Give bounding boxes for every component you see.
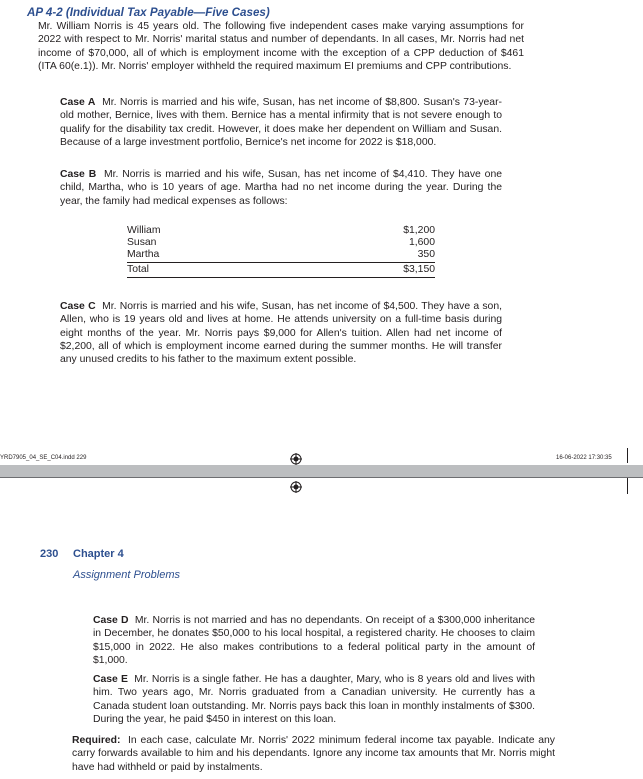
- table-row: [127, 237, 435, 249]
- registration-mark-icon: [290, 453, 302, 465]
- case-c-text: Mr. Norris is married and his wife, Susan, has net income of $4,500. They have a son, Allen, who is 19 years old and lives at home. He attends university on a full-time basis during eight months of the year. Mr. Norris pays $9,000 for Allen's tuition. Allen had net income of $2,200, all of which is employment income earned during the summer months. He will transfer any unused credits to his father to the maximum extent possible.: [60, 301, 502, 366]
- case-b: [60, 168, 502, 208]
- registration-mark-icon: [290, 481, 302, 493]
- expense-amount: 350: [417, 249, 435, 260]
- expense-name: Martha: [127, 249, 160, 260]
- expense-name: William: [127, 225, 161, 236]
- section-subtitle: Assignment Problems: [73, 569, 180, 581]
- print-timestamp: 16-06-2022 17:30:35: [556, 455, 612, 461]
- expense-amount: $1,200: [403, 225, 435, 236]
- problem-intro: Mr. William Norris is 45 years old. The following five independent cases make varying assumptions for 2022 with respect to Mr. Norris' marital status and number of dependants. In all cases, Mr. Norris had net income of $70,000, all of which is employment income with the exception of a CPP deduction of $461 (ITA 60(e.1)). Mr. Norris' employer withheld the required maximum EI premiums and CPP contributions.: [38, 21, 524, 72]
- medical-expenses-table: [127, 225, 435, 278]
- case-d-text: Mr. Norris is not married and has no dependants. On receipt of a $300,000 inheritance in December, he donates $50,000 to his local hospital, a registered charity. He chooses to claim $15,000 in 2022. He also makes contributions to a federal political party in the amount of $1,000.: [93, 615, 535, 666]
- case-e-text: Mr. Norris is a single father. He has a daughter, Mary, who is 8 years old and lives with him. Two years ago, Mr. Norris graduated from a Canadian university. He currently has a Canada student loan outstanding. Mr. Norris pays back this loan in monthly instalments of $300. During the year, he paid $450 in interest on this loan.: [93, 674, 536, 725]
- case-c-label: Case C: [60, 301, 96, 312]
- required-label: Required:: [72, 735, 121, 746]
- page-number: 230: [40, 548, 59, 560]
- problem-title: AP 4-2 (Individual Tax Payable—Five Cases): [27, 6, 270, 19]
- table-row: [127, 225, 435, 237]
- total-amount: $3,150: [403, 264, 435, 275]
- case-b-label: Case B: [60, 169, 97, 180]
- chapter-title: Chapter 4: [73, 548, 124, 560]
- crop-mark: [627, 478, 628, 494]
- case-a-text: Mr. Norris is married and his wife, Susan, has net income of $8,800. Susan's 73-year-old mother, Bernice, lives with them. Bernice has a mental infirmity that is not severe enough to qualify for the disability tax credit. However, it does make her dependent on William and Susan. Because of a large investment portfolio, Bernice's net income for 2022 is $18,000.: [60, 97, 502, 148]
- crop-mark: [627, 448, 628, 463]
- total-label: Total: [127, 264, 149, 275]
- case-a: [60, 96, 502, 149]
- case-b-text: Mr. Norris is married and his wife, Susan, has net income of $4,410. They have one child, Martha, who is 10 years of age. Martha had no net income during the year. During the year, the family had medical expenses as follows:: [60, 169, 502, 207]
- table-row: [127, 249, 435, 261]
- case-d-label: Case D: [93, 615, 129, 626]
- file-slug: YRD7905_04_SE_C04.indd 229: [0, 455, 87, 461]
- case-e: [93, 673, 535, 726]
- required-section: [72, 734, 555, 774]
- page-separator-bar: [0, 465, 643, 477]
- page-separator-line: [0, 477, 643, 478]
- case-d: [93, 614, 535, 667]
- required-text: In each case, calculate Mr. Norris' 2022 minimum federal income tax payable. Indicate any carry forwards available to him and his dependants. Ignore any income tax amounts that Mr. Norris might have had withheld or paid by instalments.: [72, 735, 555, 773]
- expense-amount: 1,600: [408, 237, 435, 248]
- case-e-label: Case E: [93, 674, 128, 685]
- case-a-label: Case A: [60, 97, 96, 108]
- table-total-row: [127, 262, 435, 278]
- case-c: [60, 300, 502, 366]
- expense-name: Susan: [127, 237, 157, 248]
